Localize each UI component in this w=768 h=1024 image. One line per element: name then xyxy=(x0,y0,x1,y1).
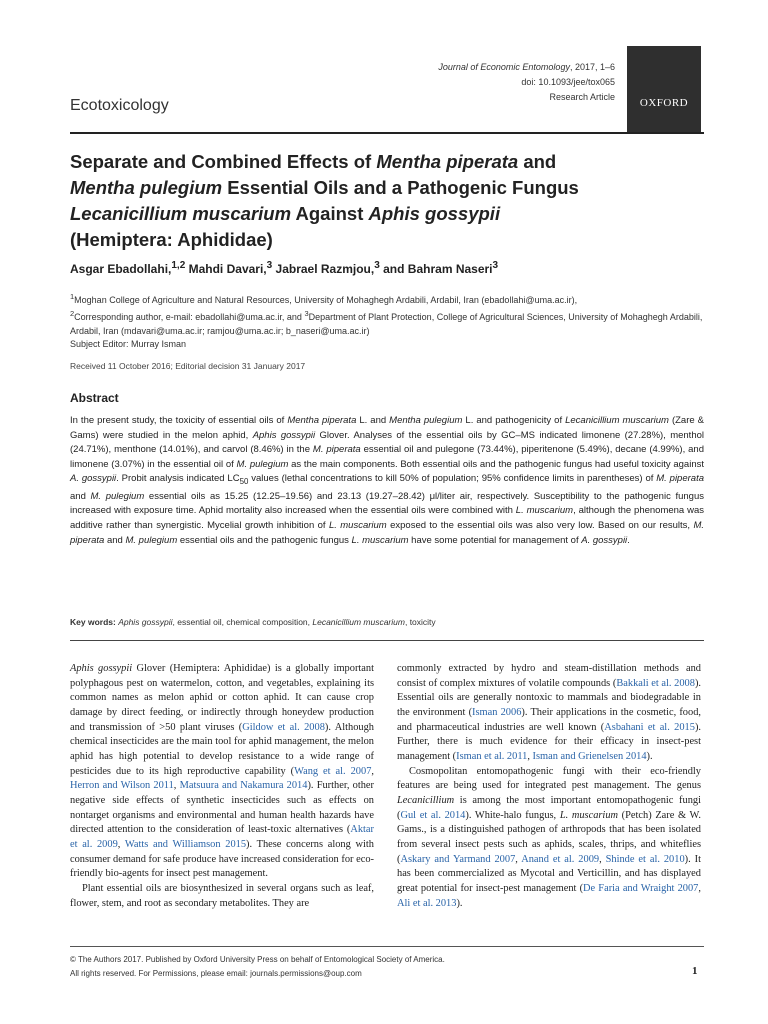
body-text: , xyxy=(173,780,180,792)
article-title xyxy=(70,149,690,253)
abstract-text: essential oil and pulegone (73.44%), piperitenone (5.49%), decane (4.99%), and limonene (3.07%) in the essential oil of xyxy=(70,444,704,470)
body-text: , xyxy=(698,882,701,894)
journal-year-pages: , 2017, 1–6 xyxy=(569,62,615,72)
abstract-species: L. muscarium xyxy=(515,505,574,517)
affil-text: Department of Plant Protection, College of Agricultural Sciences, University of Mohaghegh Ardabili, Ardabil, Iran (mdavari@uma.ac.ir; ramjou@uma.ac.ir; b_naseri@uma.ac.ir) xyxy=(70,312,703,336)
oxford-logo xyxy=(627,46,701,132)
body-column-left xyxy=(70,662,374,911)
citation-link[interactable]: Matsuura and Nakamura 2014 xyxy=(179,780,308,792)
citation-link[interactable]: Isman et al. 2011 xyxy=(456,750,528,762)
abstract-species: Lecanicillium muscarium xyxy=(565,415,669,426)
affil-mark: 1 xyxy=(70,292,75,301)
abstract-text: values (lethal concentrations to kill 50% of population; 95% confidence limits in parentheses) of xyxy=(248,473,657,485)
abstract-species: M. piperata xyxy=(656,473,704,485)
title-part: Against xyxy=(291,203,369,224)
section-label: Ecotoxicology xyxy=(70,97,169,114)
abstract-heading: Abstract xyxy=(70,391,119,405)
received-dates: Received 11 October 2016; Editorial decision 31 January 2017 xyxy=(70,361,306,371)
title-species: Mentha piperata xyxy=(376,151,519,172)
body-paragraph xyxy=(70,662,374,882)
body-column-right xyxy=(397,662,701,911)
keywords-rule xyxy=(70,640,704,641)
citation-link[interactable]: Watts and Williamson 2015 xyxy=(124,838,247,850)
abstract-body xyxy=(70,414,704,548)
citation-link[interactable]: De Faria and Wraight 2007 xyxy=(583,882,699,894)
abstract-species: M. piperata xyxy=(70,520,704,546)
author-affil-mark: 3 xyxy=(374,260,380,271)
body-text: , xyxy=(599,853,606,865)
abstract-text: , although the phenomena was additive rather than synergistic. Mycelial growth inhibition of xyxy=(70,505,705,532)
body-species: L. muscarium xyxy=(559,809,619,821)
oxford-logo-text: OXFORD xyxy=(639,97,689,109)
title-part: Essential Oils and a Pathogenic Fungus xyxy=(222,177,579,198)
abstract-text: have some potential for management of xyxy=(408,534,582,546)
citation-link[interactable]: Isman 2006 xyxy=(472,706,522,718)
body-text: , xyxy=(117,838,125,850)
body-text: (Petch) Zare & W. Gams., is a distinguished pathogen of arthropods that has been isolated from several insect pests such as aphids, scales, thrips, and whiteflies ( xyxy=(397,809,701,865)
body-text: ). xyxy=(456,897,463,909)
abstract-species: L. muscarium xyxy=(351,534,409,546)
author-name[interactable]: Jabrael Razmjou, xyxy=(272,262,375,276)
body-text: commonly extracted by hydro and steam-distillation methods and consist of complex mixtures of volatile compounds ( xyxy=(397,663,701,689)
body-text: , xyxy=(515,853,522,865)
abstract-species: Mentha pulegium xyxy=(389,415,463,426)
title-part: Separate and Combined Effects of xyxy=(70,151,377,172)
title-part: (Hemiptera: Aphididae) xyxy=(70,229,273,250)
body-paragraph: Plant essential oils are biosynthesized in several organs such as leaf, flower, stem, and root as secondary metabolites. They are xyxy=(70,882,374,909)
journal-name[interactable]: Journal of Economic Entomology xyxy=(438,62,570,72)
body-text: ). Further, other negative side effects of synthetic insecticides such as effects on nontarget organisms and environmental and human health hazards have directed attention to the consideration of least-toxic alternatives ( xyxy=(70,780,375,836)
title-part: and xyxy=(518,151,557,172)
body-species: Lecanicillium xyxy=(397,794,455,806)
body-text: ). Essential oils are generally nontoxic to mammals and biodegradable in the environment ( xyxy=(397,677,702,718)
citation-link[interactable]: Aktar et al. 2009 xyxy=(70,824,374,850)
citation-link[interactable]: Isman and Grienelsen 2014 xyxy=(532,750,647,762)
citation-link[interactable]: Askary and Yarmand 2007 xyxy=(400,853,516,865)
abstract-text: In the present study, the toxicity of essential oils of xyxy=(70,415,288,426)
body-paragraph xyxy=(397,662,701,765)
copyright-line: © The Authors 2017. Published by Oxford University Press on behalf of Entomological Society of America. xyxy=(70,955,445,964)
abstract-species: Aphis gossypii xyxy=(252,429,316,441)
body-text: ). Further, there is much evidence for their efficacy in insect-pest management ( xyxy=(397,721,701,762)
keywords-label: Key words: xyxy=(70,617,119,627)
abstract-species: M. pulegium xyxy=(90,490,145,502)
abstract-text: L. and pathogenicity of xyxy=(462,415,566,426)
title-species: Aphis gossypii xyxy=(368,203,501,224)
body-text: ). Although chemical insecticides are the main tool for aphid management, the melon aphid has high potential to develop resistance to a wide range of pesticides due to its high reproductive capability ( xyxy=(70,721,374,777)
body-text: Cosmopolitan entomopathogenic fungi with their eco-friendly features are being used for integrated pest management. The genus xyxy=(397,765,701,792)
abstract-species: A. gossypii xyxy=(70,473,117,485)
abstract-species: M. pulegium xyxy=(125,534,178,546)
abstract-text: . xyxy=(627,534,630,546)
abstract-text: and xyxy=(104,534,126,546)
citation-link[interactable]: Asbahani et al. 2015 xyxy=(604,721,695,733)
author-affil-mark: 1,2 xyxy=(171,260,186,271)
copyright-footer xyxy=(70,953,445,981)
author-name[interactable]: and Bahram Naseri xyxy=(379,262,493,276)
body-text: ). xyxy=(646,750,653,762)
abstract-species: A. gossypii xyxy=(581,534,628,546)
author-affil-mark: 3 xyxy=(266,260,273,271)
body-paragraph xyxy=(397,765,701,912)
citation-link[interactable]: Bakkali et al. 2008 xyxy=(616,677,695,689)
abstract-species: Mentha piperata xyxy=(287,415,357,426)
title-species: Lecanicillium muscarium xyxy=(70,203,292,224)
body-text: ). These concerns along with consumer demand for safe produce have increased consideration for eco-friendly bio-agents for insect pest management. xyxy=(70,838,374,880)
body-text: Glover (Hemiptera: Aphididae) is a globally important polyphagous pest on watermelon, cotton, and vegetables, explaining its common names as melon aphid or cotton aphid. It can cause crop damage by direct feeding, or indirectly through honeydew production and transmission of >50 plant viruses ( xyxy=(70,663,374,733)
keyword: , toxicity xyxy=(404,617,436,627)
citation-link[interactable]: Ali et al. 2013 xyxy=(397,897,457,909)
body-text: , xyxy=(527,750,533,762)
abstract-text: Glover. Analyses of the essential oils by GC–MS indicated limonene (27.28%), menthol (24.71%), menthone (14.01%), and carvol (8.46%) in the xyxy=(70,429,704,456)
affil-mark: 3 xyxy=(304,309,309,318)
citation-link[interactable]: Wang et al. 2007 xyxy=(294,765,372,777)
affil-mark: 2 xyxy=(70,309,75,318)
keyword: Lecanicillium muscarium xyxy=(312,617,405,627)
affiliations xyxy=(70,290,710,338)
body-text: is among the most important entomopathogenic fungi ( xyxy=(397,794,701,821)
body-species: Aphis gossypii xyxy=(70,663,133,674)
author-list xyxy=(70,260,498,276)
title-species: Mentha pulegium xyxy=(70,177,223,198)
abstract-text: . Probit analysis indicated LC xyxy=(116,473,240,485)
abstract-species: L. muscarium xyxy=(328,520,387,532)
citation-link[interactable]: Shinde et al. 2010 xyxy=(605,853,685,865)
abstract-text: essential oils and the pathogenic fungus xyxy=(177,534,352,546)
affil-text: Corresponding author, e-mail: ebadollahi@uma.ac.ir, and xyxy=(74,312,305,322)
journal-meta xyxy=(438,60,615,105)
article-type: Research Article xyxy=(549,92,615,102)
citation-link[interactable]: Herron and Wilson 2011 xyxy=(70,780,174,792)
author-name[interactable]: Mahdi Davari, xyxy=(185,262,267,276)
abstract-text: essential oils as 15.25 (12.25–19.56) and 23.13 (19.27–28.42) μl/liter air, respectively. Susceptibility to the pathogenic fungus increased with exposure time. Aphid mortality also increased when the essential oils were combined with xyxy=(70,490,704,517)
keyword: Aphis gossypii xyxy=(118,617,173,627)
author-affil-mark: 3 xyxy=(492,260,499,271)
header-rule xyxy=(70,132,704,134)
abstract-text: L. and xyxy=(356,415,390,426)
abstract-text: exposed to the essential oils was also very low. Based on our results, xyxy=(386,520,694,532)
citation-link[interactable]: Gul et al. 2014 xyxy=(400,809,466,821)
footer-rule xyxy=(70,946,704,947)
abstract-text: (Zare & Gams) were studied in the melon aphid, xyxy=(70,415,704,441)
abstract-species: M. pulegium xyxy=(236,458,289,470)
body-text: ). It has been commercialized as Mycotal and Verticillin, and has displayed great potential for insect-pest management ( xyxy=(397,853,701,894)
subject-editor: Subject Editor: Murray Isman xyxy=(70,339,187,349)
permissions-line[interactable]: All rights reserved. For Permissions, please email: journals.permissions@oup.com xyxy=(70,969,362,978)
page-number: 1 xyxy=(692,965,698,977)
abstract-text: as the main components. Both essential oils and the pathogenic fungus had useful toxicity against xyxy=(288,458,704,470)
keywords xyxy=(70,617,704,627)
body-text: ). Their applications in the cosmetic, food, and pharmaceutical industries are well known ( xyxy=(397,706,701,733)
doi[interactable]: doi: 10.1093/jee/tox065 xyxy=(521,77,615,87)
abstract-species: M. piperata xyxy=(312,444,361,456)
abstract-text: and xyxy=(70,490,91,502)
citation-link[interactable]: Gildow et al. 2008 xyxy=(242,721,325,733)
body-text: , xyxy=(371,765,374,777)
keyword: , essential oil, chemical composition, xyxy=(172,617,313,627)
author-name[interactable]: Asgar Ebadollahi, xyxy=(70,262,172,276)
affil-text: Moghan College of Agriculture and Natural Resources, University of Mohaghegh Ardabili, Ardabil, Iran (ebadollahi@uma.ac.ir), xyxy=(74,295,578,305)
abstract-subscript: 50 xyxy=(239,477,249,487)
citation-link[interactable]: Anand et al. 2009 xyxy=(521,853,600,865)
body-text: ). White-halo fungus, xyxy=(465,809,560,821)
